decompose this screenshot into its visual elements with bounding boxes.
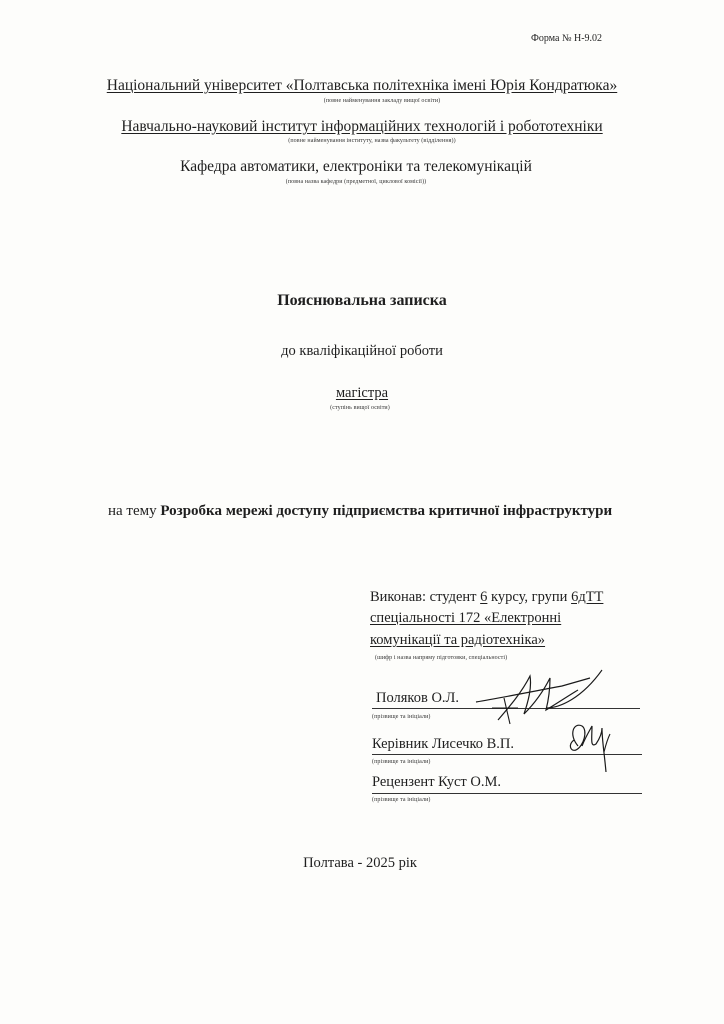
institute-name xyxy=(0,118,724,136)
reviewer-name: Рецензент Куст О.М. xyxy=(372,774,501,790)
student-mid: курсу, групи xyxy=(491,589,568,605)
author-name: Поляков О.Л. xyxy=(376,690,460,706)
student-line-1 xyxy=(370,589,603,606)
student-group: 6дТТ xyxy=(571,589,604,605)
form-number: Форма № Н-9.02 xyxy=(531,33,603,44)
institute-hint: (повне найменування інституту, назва факультету (відділення)) xyxy=(288,138,456,144)
supervisor-name: Керівник Лисечко В.П. xyxy=(372,736,515,752)
university-name xyxy=(0,77,724,95)
reviewer-signature-line xyxy=(372,793,642,794)
department-hint: (повна назва кафедри (предметної, циклової комісії)) xyxy=(285,179,427,185)
work-type: до кваліфікаційної роботи xyxy=(281,343,443,359)
student-prefix: Виконав: студент xyxy=(370,589,477,605)
university-name-text: Національний університет «Полтавська політехніка імені Юрія Кондратюка» xyxy=(106,77,618,94)
supervisor-hint: (прізвище та ініціали) xyxy=(372,759,431,765)
university-hint: (повне найменування закладу вищої освіти) xyxy=(323,98,441,104)
student-specialty-2: комунікації та радіотехніка» xyxy=(370,632,546,648)
reviewer-hint: (прізвище та ініціали) xyxy=(372,797,431,803)
student-hint: (шифр і назва напряму підготовки, спеціальності) xyxy=(375,655,508,661)
student-line-3 xyxy=(370,632,545,649)
document-title: Пояснювальна записка xyxy=(277,292,447,309)
author-hint: (прізвище та ініціали) xyxy=(372,714,431,720)
topic-prefix: на тему xyxy=(108,503,157,519)
student-course: 6 xyxy=(480,589,488,605)
footer-city-year: Полтава - 2025 рік xyxy=(303,855,417,871)
student-specialty-1: спеціальності 172 «Електронні xyxy=(370,610,562,626)
degree xyxy=(0,385,724,402)
institute-name-text: Навчально-науковий інститут інформаційних технологій і робототехніки xyxy=(121,118,603,135)
degree-hint: (ступінь вищої освіти) xyxy=(330,405,390,411)
degree-value: магістра xyxy=(335,385,389,401)
topic-title: Розробка мережі доступу підприємства критичної інфраструктури xyxy=(160,503,613,519)
student-line-2 xyxy=(370,610,561,627)
supervisor-signature-icon xyxy=(560,716,620,776)
topic xyxy=(108,503,612,520)
department-name: Кафедра автоматики, електроніки та телекомунікацій xyxy=(180,158,532,175)
